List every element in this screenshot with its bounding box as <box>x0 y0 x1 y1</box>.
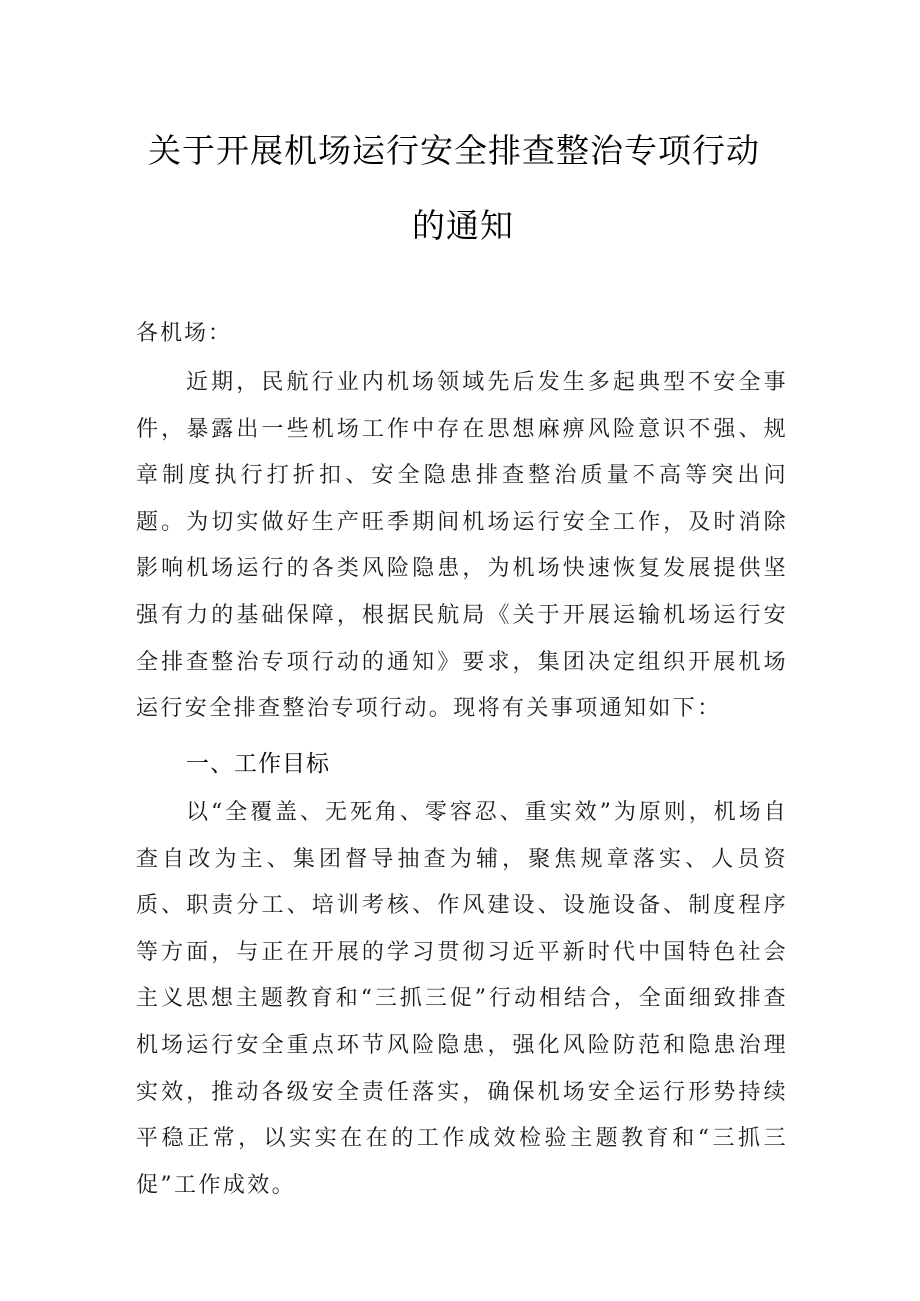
body-paragraph-1: 近期，民航行业内机场领域先后发生多起典型不安全事件，暴露出一些机场工作中存在思想麻痹风险意识不强、规章制度执行打折扣、安全隐患排查整治质量不高等突出问题。为切实做好生产旺季期间机场运行安全工作，及时消除影响机场运行的各类风险隐患，为机场快速恢复发展提供坚强有力的基础保障，根据民航局《关于开展运输机场运行安全排查整治专项行动的通知》要求，集团决定组织开展机场运行安全排查整治专项行动。现将有关事项通知如下： <box>136 370 788 722</box>
salutation: 各机场： <box>136 321 233 346</box>
section-heading-work-goals: 一、工作目标 <box>186 751 330 777</box>
document-title-line-2: 的通知 <box>412 206 514 245</box>
body-paragraph-2: 以“全覆盖、无死角、零容忍、重实效”为原则，机场自查自改为主、集团督导抽查为辅，聚焦规章落实、人员资质、职责分工、培训考核、作风建设、设施设备、制度程序等方面，与正在开展的学习贯彻习近平新时代中国特色社会主义思想主题教育和“三抓三促”行动相结合，全面细致排查机场运行安全重点环节风险隐患，强化风险防范和隐患治理实效，推动各级安全责任落实，确保机场安全运行形势持续平稳正常，以实实在在的工作成效检验主题教育和“三抓三促”工作成效。 <box>136 800 788 1198</box>
document-title-line-1: 关于开展机场运行安全排查整治专项行动 <box>148 131 760 170</box>
